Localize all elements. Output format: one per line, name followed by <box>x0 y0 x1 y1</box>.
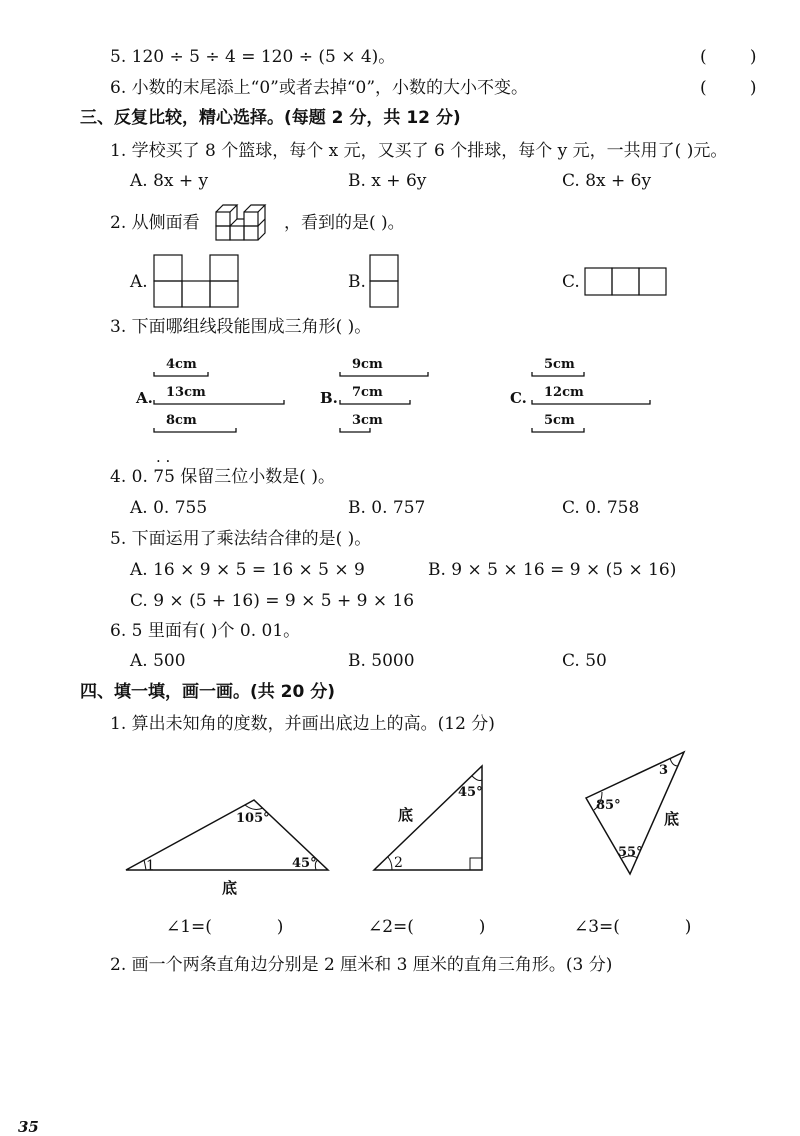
q3-3-a-seg-3: 8cm <box>166 413 197 428</box>
q3-6-option-b[interactable]: B. 5000 <box>348 651 415 671</box>
q3-4-repeating-dots: . . <box>156 448 171 466</box>
judge-item-5: 5. 120 ÷ 5 ÷ 4 = 120 ÷ (5 × 4)。 <box>110 47 396 67</box>
angle-1-answer[interactable]: ∠1=( ) <box>166 917 284 937</box>
triangle-3-angle-bottom: 55° <box>618 845 643 860</box>
q3-2-option-b-figure[interactable] <box>368 253 400 311</box>
q3-3-c-seg-2: 12cm <box>544 385 584 400</box>
q3-3-stem: 3. 下面哪组线段能围成三角形( )。 <box>110 317 372 337</box>
q3-6-stem: 6. 5 里面有( )个 0. 01。 <box>110 621 301 641</box>
q4-2-stem: 2. 画一个两条直角边分别是 2 厘米和 3 厘米的直角三角形。(3 分) <box>110 955 613 975</box>
q3-4-option-c[interactable]: C. 0. 758 <box>562 498 640 518</box>
q3-2-option-c-figure[interactable] <box>583 266 669 298</box>
q3-1-stem: 1. 学校买了 8 个篮球，每个 x 元，又买了 6 个排球，每个 y 元，一共用了( )元。 <box>110 141 728 161</box>
triangle-1-angle-top: 105° <box>236 811 270 826</box>
triangle-3-angle-left: 85° <box>596 798 621 813</box>
q3-6-option-a[interactable]: A. 500 <box>130 651 186 671</box>
triangle-3-angle-3: 3 <box>659 763 669 778</box>
q3-2-stem-after: ，看到的是( )。 <box>284 213 405 233</box>
q3-5-option-c[interactable]: C. 9 × (5 + 16) = 9 × 5 + 9 × 16 <box>130 591 415 611</box>
cube-stack-figure <box>214 200 276 242</box>
triangle-1-angle-right: 45° <box>292 856 317 871</box>
q3-3-b-seg-1: 9cm <box>352 357 383 372</box>
q3-3-a-seg-2: 13cm <box>166 385 206 400</box>
triangle-3-side-label: 底 <box>664 810 680 828</box>
q3-3-b-seg-3: 3cm <box>352 413 383 428</box>
drawing-area[interactable] <box>110 985 750 1105</box>
judge-answer-5[interactable]: ( ) <box>700 47 757 67</box>
triangle-2-angle-2: 2 <box>394 855 403 871</box>
q3-2-option-b-label[interactable]: B. <box>348 272 366 292</box>
q3-3-c-seg-3: 5cm <box>544 413 575 428</box>
q3-3-group-b-letter[interactable]: B. <box>320 389 338 407</box>
section3-heading: 三、反复比较，精心选择。(每题 2 分，共 12 分) <box>80 108 461 128</box>
triangle-1-base-label: 底 <box>222 879 238 897</box>
q3-5-stem: 5. 下面运用了乘法结合律的是( )。 <box>110 529 372 549</box>
q3-4-option-a[interactable]: A. 0. 755 <box>130 498 208 518</box>
q3-2-stem-before: 2. 从侧面看 <box>110 213 200 233</box>
q3-3-group-c-letter[interactable]: C. <box>510 389 527 407</box>
q3-3-group-b-segments[interactable] <box>336 356 436 440</box>
q3-5-option-b[interactable]: B. 9 × 5 × 16 = 9 × (5 × 16) <box>428 560 677 580</box>
q3-2-option-c-label[interactable]: C. <box>562 272 580 292</box>
triangle-2-angle-top: 45° <box>458 785 483 800</box>
q3-5-option-a[interactable]: A. 16 × 9 × 5 = 16 × 5 × 9 <box>130 560 365 580</box>
judge-answer-6[interactable]: ( ) <box>700 78 757 98</box>
q3-4-option-b[interactable]: B. 0. 757 <box>348 498 426 518</box>
q4-1-stem: 1. 算出未知角的度数，并画出底边上的高。(12 分) <box>110 714 495 734</box>
page-number: 35 <box>18 1118 39 1136</box>
q3-2-option-a-figure[interactable] <box>152 253 240 311</box>
q3-3-c-seg-1: 5cm <box>544 357 575 372</box>
q3-1-option-b[interactable]: B. x + 6y <box>348 171 427 191</box>
triangle-2-figure <box>366 760 496 876</box>
q3-3-b-seg-2: 7cm <box>352 385 383 400</box>
q3-2-option-a-label[interactable]: A. <box>130 272 148 292</box>
q3-3-a-seg-1: 4cm <box>166 357 197 372</box>
q3-3-group-a-letter[interactable]: A. <box>136 389 153 407</box>
q3-1-option-a[interactable]: A. 8x + y <box>130 171 209 191</box>
triangle-2-side-label: 底 <box>398 806 414 824</box>
section4-heading: 四、填一填，画一画。(共 20 分) <box>80 682 336 702</box>
judge-item-6: 6. 小数的末尾添上“0”或者去掉“0”，小数的大小不变。 <box>110 78 529 98</box>
q3-1-option-c[interactable]: C. 8x + 6y <box>562 171 652 191</box>
angle-2-answer[interactable]: ∠2=( ) <box>368 917 486 937</box>
q3-4-stem: 4. 0. 75 保留三位小数是( )。 <box>110 467 335 487</box>
q3-6-option-c[interactable]: C. 50 <box>562 651 607 671</box>
triangle-1-angle-1: 1 <box>146 858 155 874</box>
angle-3-answer[interactable]: ∠3=( ) <box>574 917 692 937</box>
